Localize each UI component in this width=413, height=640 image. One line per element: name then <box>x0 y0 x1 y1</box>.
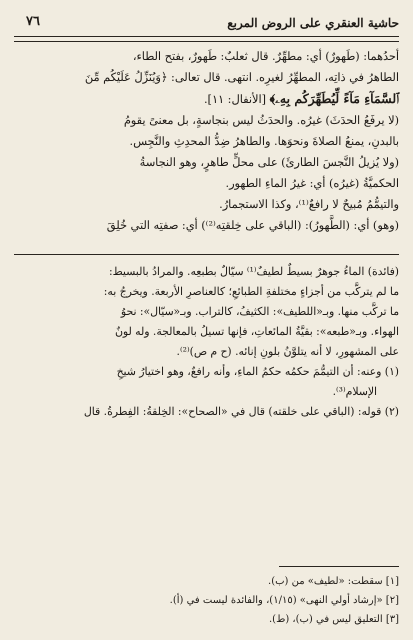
main-line-6: (ولا يُزيلُ النَّجسَ الطارئَ) على محلٍّ طاهرٍ، وهو النجاسةُ <box>139 156 399 169</box>
main-line-8: والتيمُّمُ مُبيحٌ لا رافعٌ⁽¹⁾، وكذا الاستجمارُ. <box>219 198 399 211</box>
note-line-3: ما تركَّب منها. وبـ«اللطيف»: الكثيفُ، كالتراب. وبـ«سيّال»: نحوُ <box>120 305 399 318</box>
footnote-separator <box>14 254 399 255</box>
main-line-3 <box>14 88 399 110</box>
quran-reference: [الأنفال: ١١]. <box>203 93 266 106</box>
page-number: ٧٦ <box>26 14 40 29</box>
main-text <box>14 46 399 246</box>
quran-verse: ٱلسَّمَآءِ مَآءً لِّيُطَهِّرَكُم بِهِۦ﴾ <box>269 91 399 106</box>
note-line-4: الهواء. وبـ«طبعه»: بقيَّةُ المائعاتِ، فإنها تسيلُ بالمعالجة. وله لونٌ <box>114 325 399 338</box>
reference-2: [٢] «إرشاد أولي النهى» (١/١٥)، والفائدة ليست في (أ). <box>169 595 399 606</box>
main-line-2: الطاهرُ في ذاتِه، المطهِّرُ لغيرِه. انتهى. قال تعالى: ﴿وَيُنَزِّلُ عَلَيْكُم مِّنَ <box>84 71 399 84</box>
footnote-1: (١) وعنه: أن التيمُّمَ حكمُه حكمُ الماءِ، وأنه رافعٌ، وهو اختيارُ شيخِ <box>116 365 399 378</box>
main-line-1: أحدُهما: (طَهورٌ) أي: مطهِّرٌ. قال ثعلبٌ: طَهورٌ، بفتح الطاء، <box>132 50 399 63</box>
main-line-5: بالبدنِ، يمنعُ الصلاةَ ونحوَها. والطاهرُ ضِدُّ المحدِثِ والنَّجِس. <box>129 135 399 148</box>
header-rule <box>14 36 399 42</box>
commentary-notes <box>14 262 399 562</box>
footnote-1-cont: الإسلام⁽³⁾. <box>332 385 377 398</box>
reference-3: [٣] التعليق ليس في (ب)، (ط). <box>268 614 399 625</box>
reference-separator <box>279 566 399 567</box>
note-line-5: على المشهورِ، لا أنه يتلوَّنُ بلونِ إنائه. (ح م ص)⁽²⁾. <box>176 345 399 358</box>
running-title: حاشية العنقري على الروض المربع <box>227 16 399 30</box>
note-line-1: (فائدة) الماءُ جوهرٌ بسيطٌ لطيفٌ⁽¹⁾ سيّالٌ بطبعِه. والمرادُ بالبسيط: <box>109 265 399 278</box>
note-line-2: ما لم يتركَّب من أجزاءٍ مختلفةِ الطبائعِ؛ كالعناصرِ الأربعة. ويخرجُ به: <box>103 285 399 298</box>
editor-references <box>14 572 399 636</box>
main-line-7: الحكميَّةُ (غيرُه) أي: غيرُ الماءِ الطهور. <box>225 177 399 190</box>
reference-1: [١] سقطت: «لطيف» من (ب). <box>268 576 399 587</box>
main-line-4: (لا يرفَعُ الحدَثَ) غيرُه. والحدَثُ ليس بنجاسةٍ، بل معنىً يقومُ <box>123 114 399 127</box>
running-head <box>14 14 399 36</box>
main-line-9: (وهو) أي: (الطَّهورُ): (الباقي على خِلقتِه⁽²⁾) أي: صفتِه التي خُلِقَ <box>106 219 399 232</box>
footnote-2: (٢) قوله: (الباقي على خلقته) قال في «الصحاح»: الخِلقةُ: الفِطرةُ. قال <box>83 405 399 418</box>
